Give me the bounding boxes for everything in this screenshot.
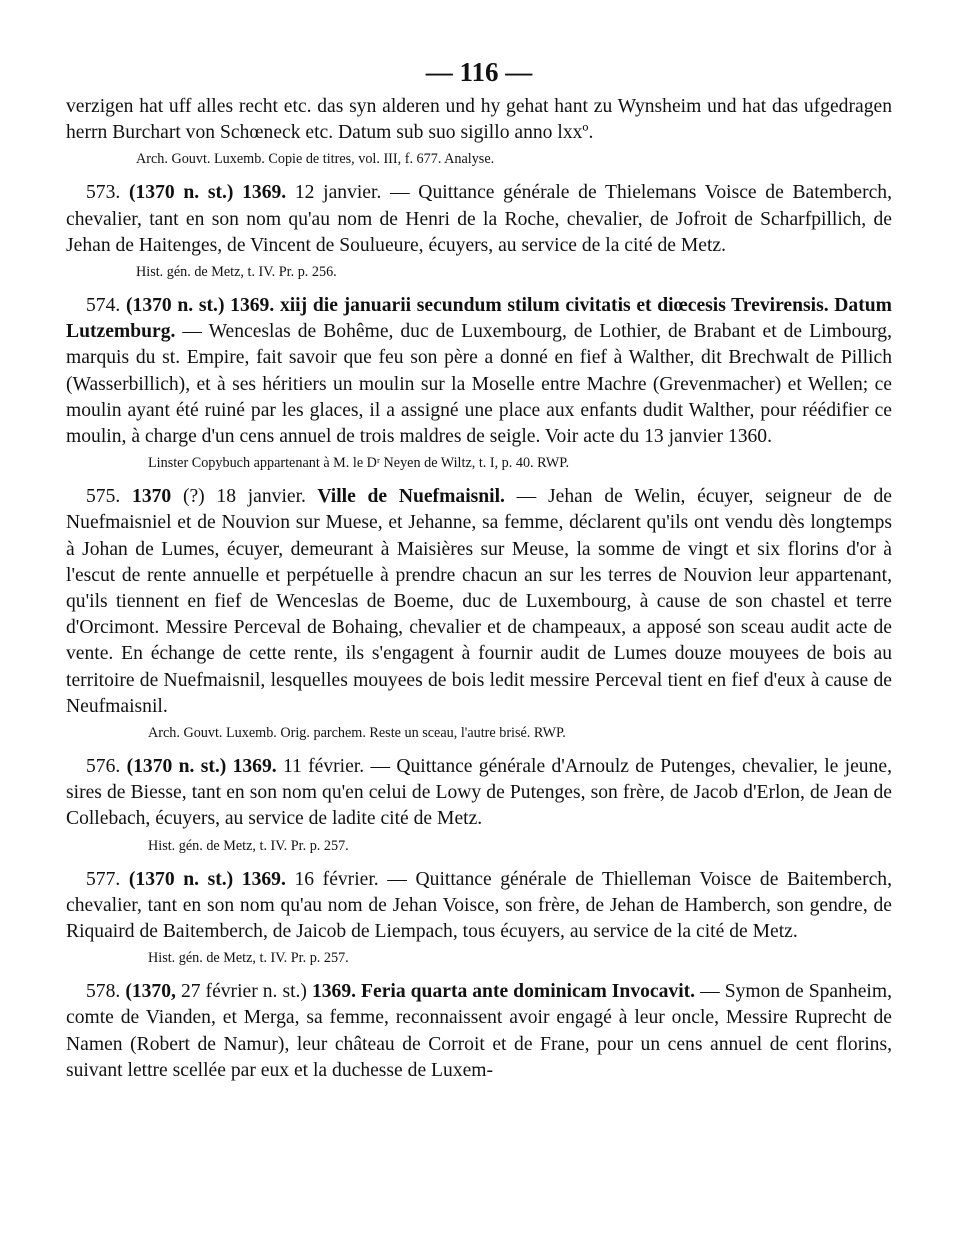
entry-number: 573. xyxy=(86,182,121,204)
entry-source: Arch. Gouvt. Luxemb. Orig. parchem. Reste un sceau, l'autre brisé. RWP. xyxy=(148,725,566,742)
intro-text: verzigen hat uff alles recht etc. das syn alderen und hy gehat hant zu Wynsheim und hat das ufgedragen herrn Burchart von Schœneck etc. Datum sub suo sigillo anno lxxº. xyxy=(66,96,892,144)
entry-number: 578. xyxy=(86,981,121,1003)
entry-577 xyxy=(66,867,892,970)
entry-576 xyxy=(66,754,892,857)
page-number: — 116 — xyxy=(425,57,533,87)
entry-date: (1370, xyxy=(125,981,176,1003)
entry-text: — Wenceslas de Bohême, duc de Luxembourg, de Lothier, de Brabant et de Limbourg, marquis du st. Empire, fait savoir que feu son père a donné en fief à Walther, dit Brechwalt de Pillich (Wasserbillich), et à ses héritiers un moulin sur la Moselle entre Machre (Grevenmacher) et Wellen; ce moulin ayant été ruiné par les glaces, il a assigné une place aux enfants dudit Walther, pour réédifier ce moulin, à charge d'un cens annuel de trois maldres de seigle. Voir acte du 13 janvier 1360. xyxy=(66,321,892,448)
entry-date-rest: (?) 18 janvier. xyxy=(171,486,306,508)
entry-number: 574. xyxy=(86,295,121,317)
entry-578 xyxy=(66,979,892,1084)
entry-number: 577. xyxy=(86,868,121,890)
entry-date: (1370 n. st.) 1369. xyxy=(126,756,277,778)
entry-text: — Quittance générale de Thielemans Voisce de Batemberch, chevalier, tant en son nom qu'au nom de Henri de la Roche, chevalier, de Jofroit de Scharfpillich, de Jehan de Haitenges, de Vincent de Soulueure, écuyers, au service de la cité de Metz. xyxy=(66,182,893,256)
entry-date: 1370 xyxy=(132,486,172,508)
entry-date-rest: 27 février n. st.) xyxy=(175,981,312,1003)
entry-text: — Symon de Spanheim, comte de Vianden, et Merga, sa femme, reconnaissent avoir engagé à leur oncle, Messire Ruprecht de Namen (Robert de Namur), leur château de Corroit et de Frane, pour un cens annuel de cent florins, suivant lettre scellée par eux et la duchesse de Luxem- xyxy=(66,981,892,1081)
entry-date: (1370 n. st.) 1369. xyxy=(128,182,287,204)
entry-source: Hist. gén. de Metz, t. IV. Pr. p. 257. xyxy=(148,950,349,967)
entry-date-rest: 12 janvier. xyxy=(286,182,382,204)
entry-source: Hist. gén. de Metz, t. IV. Pr. p. 257. xyxy=(148,837,349,854)
entry-574 xyxy=(66,293,892,474)
entry-575 xyxy=(66,484,892,744)
entry-heading: 1369. Feria quarta ante dominicam Invocavit. xyxy=(311,981,696,1003)
intro-source: Arch. Gouvt. Luxemb. Copie de titres, vol. III, f. 677. Analyse. xyxy=(136,151,495,168)
entry-text: — Jehan de Welin, écuyer, seigneur de de Nuefmaisniel et de Nouvion sur Muese, et Jehanne, sa femme, déclarent qu'ils ont vendu dès longtemps à Johan de Lumes, écuyer, demeurant à Maisières sur Meuse, la somme de vingt et six florins d'or à l'escut de rente annuelle et perpétuelle à prendre chacun an sur les terres de Nouvion leur appartenant, qu'ils tiennent en fief de Wenceslas de Boeme, duc de Luxembourg, à cause de son chastel et terre d'Orcimont. Messire Perceval de Bohaing, chevalier et de champeaux, a apposé son sceau audit acte de vente. En échange de cette rente, ils s'engagent à fournir audit de Lumes douze mouyees de bois au territoire de Nuefmaisnil, lesquelles mouyees de bois ledit messire Perceval tient en fief d'eux à cause de Neufmaisnil. xyxy=(66,486,892,717)
entry-date: (1370 n. st.) 1369. xyxy=(126,295,275,317)
entry-number: 575. xyxy=(86,486,121,508)
entry-number: 576. xyxy=(86,756,121,778)
entry-date-rest: 11 février. xyxy=(276,756,365,778)
document-page xyxy=(66,52,892,1084)
entry-text: — Quittance générale d'Arnoulz de Putenges, chevalier, le jeune, sires de Biesse, tant en son nom qu'en celui de Lowy de Putenges, son frère, de Jacob d'Erlon, de Jean de Collebach, écuyers, au service de ladite cité de Metz. xyxy=(66,756,892,830)
entry-573 xyxy=(66,180,892,283)
entry-source: Hist. gén. de Metz, t. IV. Pr. p. 256. xyxy=(136,264,337,281)
entry-heading: Ville de Nuefmaisnil. xyxy=(305,486,505,508)
entry-text: — Quittance générale de Thielleman Voisce de Baitemberch, chevalier, tant en son nom qu'au nom de Jehan Voisce, son frère, de Jehan de Hamberch, son gendre, de Riquaird de Baitemberch, de Jaicob de Liempach, tous écuyers, au service de la cité de Metz. xyxy=(66,868,892,943)
entry-source: Linster Copybuch appartenant à M. le Dʳ Neyen de Wiltz, t. I, p. 40. RWP. xyxy=(148,455,570,472)
entry-heading: xiij die januarii secundum stilum civitatis et diœcesis Trevirensis. Datum Lutzemburg. xyxy=(66,295,892,343)
entry-date-rest: 16 février. xyxy=(285,868,379,890)
entry-date: (1370 n. st.) 1369. xyxy=(128,868,286,890)
